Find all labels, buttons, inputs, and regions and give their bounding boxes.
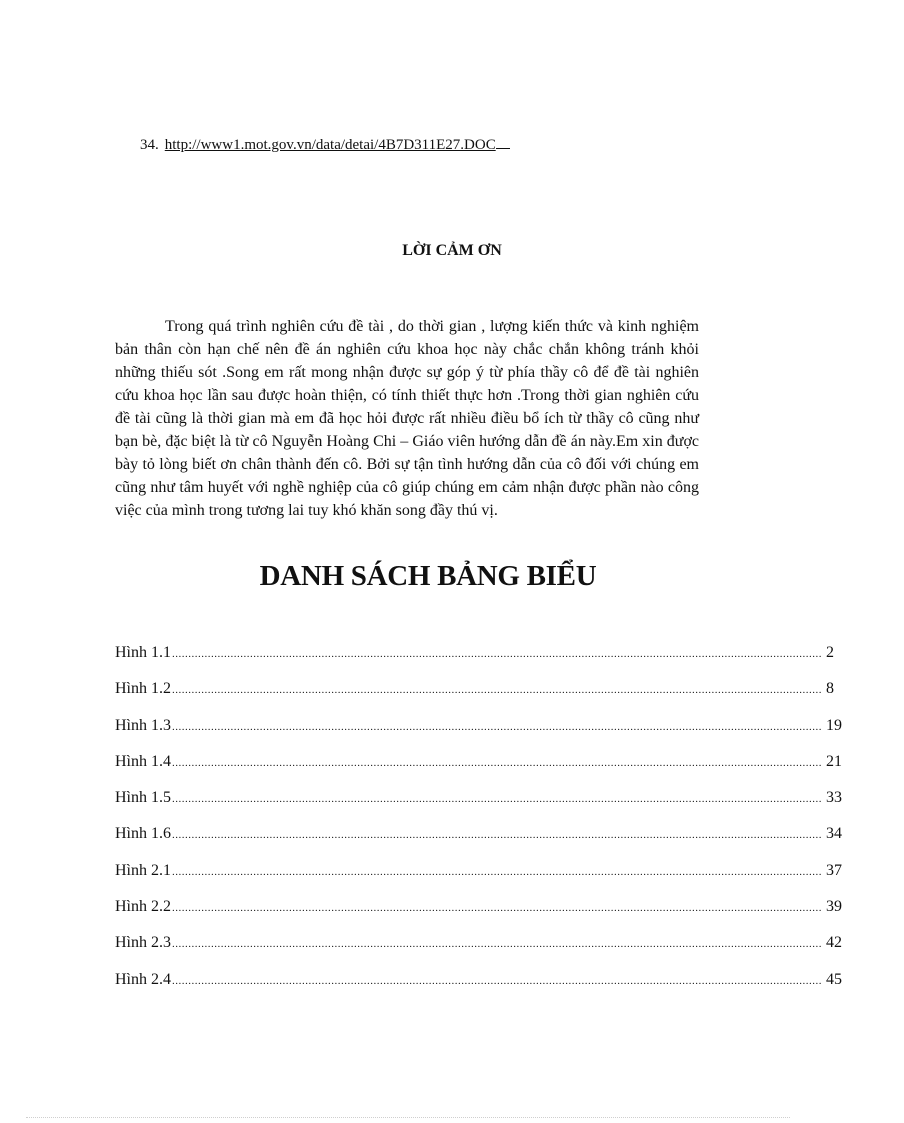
thanks-paragraph: Trong quá trình nghiên cứu đề tài , do thời gian , lượng kiến thức và kinh nghiệm bản thân còn hạn chế nên đề án nghiên cứu khoa học này chắc chắn không tránh khỏi những thiếu sót .Song em rất mong nhận được sự góp ý từ phía thầy cô để đề tài nghiên cứu khoa học lần sau được hoàn thiện, có tính thiết thực hơn .Trong thời gian nghiên cứu đề tài cũng là thời gian mà em đã học hỏi được rất nhiều điều bổ ích từ thầy cô cũng như bạn bè, đặc biệt là từ cô Nguyễn Hoàng Chi – Giáo viên hướng dẫn đề án này.Em xin được bày tỏ lòng biết ơn chân thành đến cô. Bởi sự tận tình hướng dẫn của cô đối với chúng em cũng như tâm huyết với nghề nghiệp của cô giúp chúng em cảm nhận được phần nào công việc của mình trong tương lai tuy khó khăn song đầy thú vị.: [115, 318, 699, 519]
figure-list-item[interactable]: [115, 825, 842, 861]
reference-link[interactable]: http://www1.mot.gov.vn/data/detai/4B7D311E27.DOC: [164, 137, 496, 153]
reference-entry: [140, 134, 510, 154]
dot-leader: ........................................................................................................................................................................................................: [172, 865, 822, 878]
figure-page: 21: [826, 752, 842, 770]
figure-label: Hình 2.3: [115, 934, 171, 952]
figure-label: Hình 1.5: [115, 789, 171, 807]
underline-trail: [496, 134, 510, 149]
figure-label: Hình 1.3: [115, 716, 171, 734]
page-bottom-rule: [26, 1117, 790, 1118]
dot-leader: ........................................................................................................................................................................................................: [172, 756, 822, 769]
figure-list-item[interactable]: [115, 644, 834, 680]
figure-list-heading: DANH SÁCH BẢNG BIỂU: [259, 560, 597, 592]
dot-leader: ........................................................................................................................................................................................................: [172, 793, 822, 806]
figure-label: Hình 2.2: [115, 898, 171, 916]
reference-number: 34.: [140, 137, 159, 153]
figure-page: 34: [826, 825, 842, 843]
figure-page: 2: [826, 644, 834, 661]
figure-page: 39: [826, 898, 842, 916]
figure-list: [115, 644, 842, 1007]
dot-leader: ........................................................................................................................................................................................................: [172, 938, 822, 951]
figure-page: 33: [826, 789, 842, 807]
figure-list-item[interactable]: [115, 970, 842, 1007]
figure-label: Hình 2.4: [115, 970, 171, 988]
figure-list-item[interactable]: [115, 934, 842, 970]
figure-label: Hình 1.2: [115, 680, 171, 698]
figure-label: Hình 1.6: [115, 825, 171, 843]
figure-list-item[interactable]: [115, 898, 842, 934]
figure-page: 19: [826, 716, 842, 734]
figure-page: 42: [826, 934, 842, 952]
figure-label: Hình 1.1: [115, 644, 171, 661]
thanks-heading: LỜI CẢM ƠN: [402, 242, 502, 259]
dot-leader: ........................................................................................................................................................................................................: [172, 829, 822, 842]
figure-list-item[interactable]: [115, 789, 842, 825]
figure-label: Hình 2.1: [115, 861, 171, 879]
figure-page: 37: [826, 861, 842, 879]
dot-leader: ........................................................................................................................................................................................................: [172, 902, 822, 915]
figure-page: 45: [826, 970, 842, 988]
figure-list-item[interactable]: [115, 680, 834, 716]
dot-leader: ........................................................................................................................................................................................................: [172, 720, 822, 733]
dot-leader: ........................................................................................................................................................................................................: [172, 684, 822, 697]
dot-leader: ........................................................................................................................................................................................................: [172, 648, 822, 660]
figure-page: 8: [826, 680, 834, 698]
figure-list-item[interactable]: [115, 716, 842, 753]
figure-list-item[interactable]: [115, 861, 842, 898]
figure-list-item[interactable]: [115, 752, 842, 789]
figure-label: Hình 1.4: [115, 752, 171, 770]
dot-leader: ........................................................................................................................................................................................................: [172, 974, 822, 987]
